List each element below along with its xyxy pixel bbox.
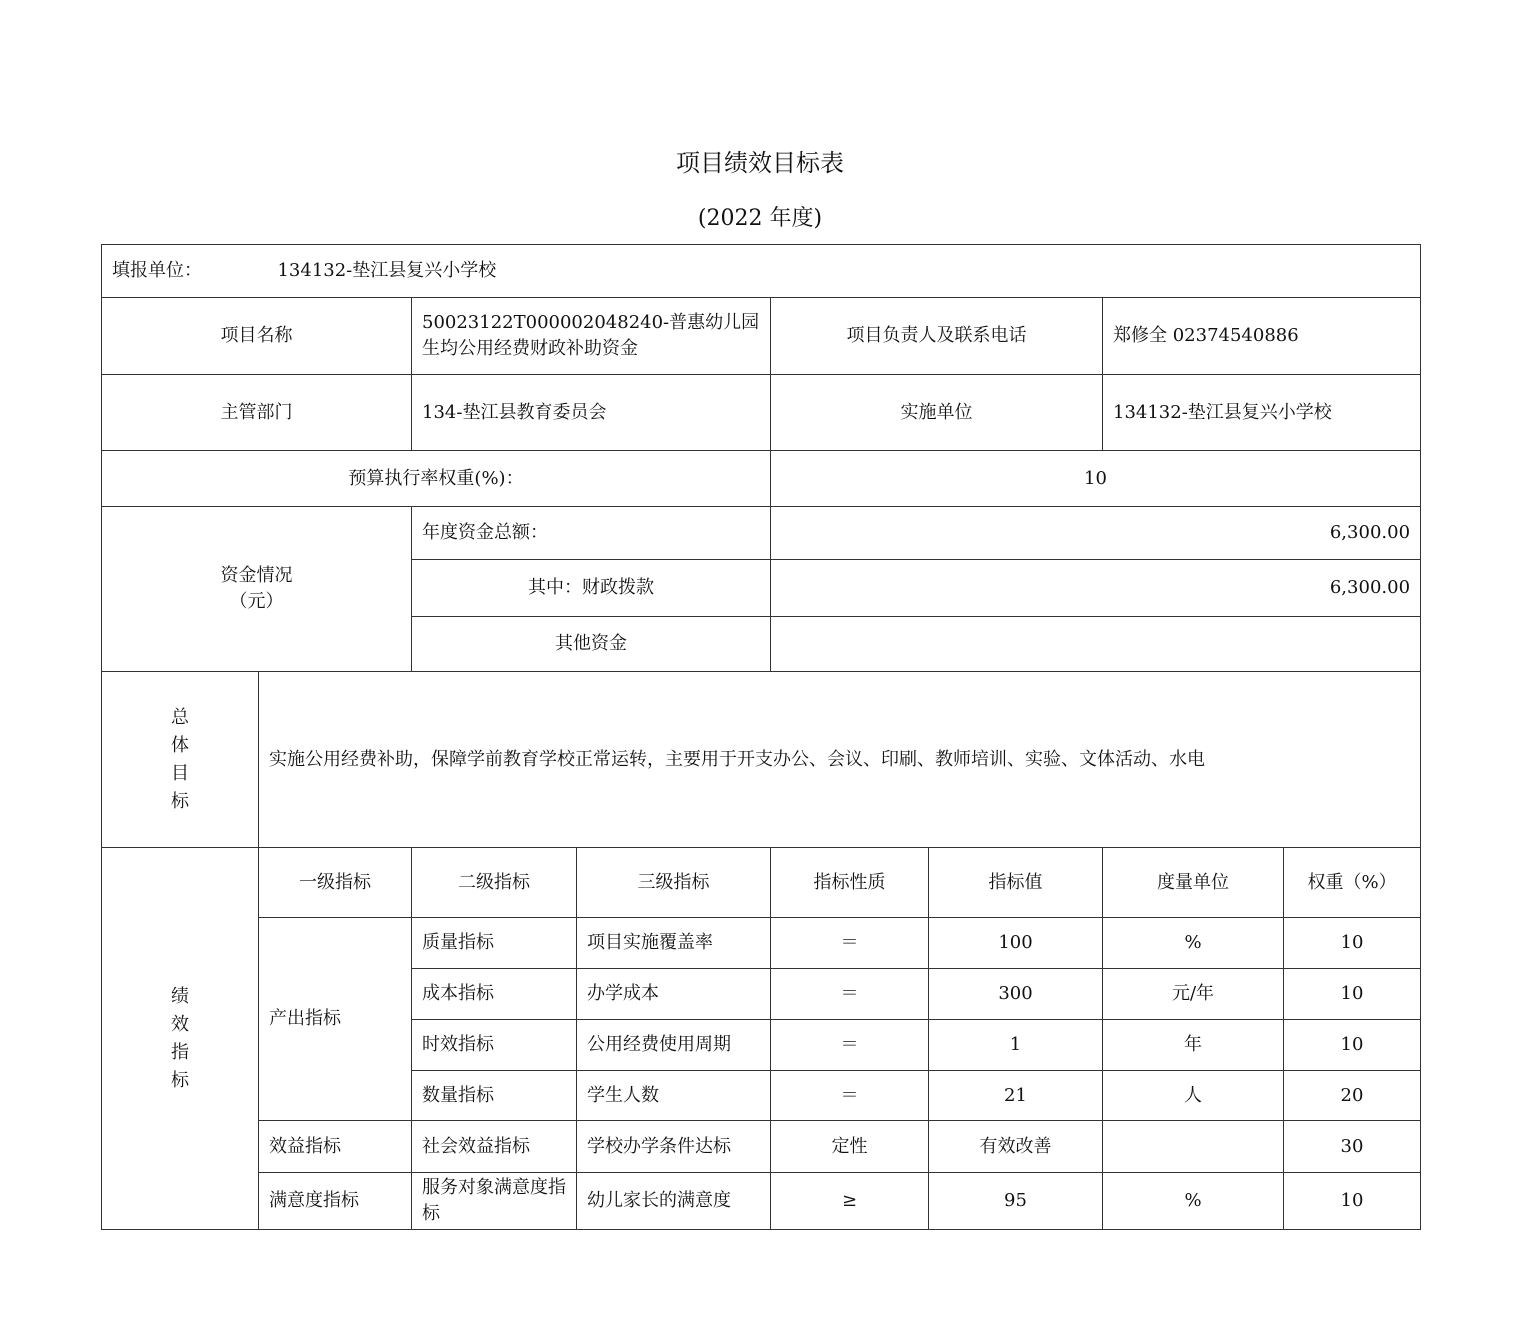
weight-cell: 10 [1284, 1020, 1421, 1071]
overall-goal-label-char: 总 [171, 706, 189, 728]
level3-cell: 幼儿家长的满意度 [577, 1173, 771, 1230]
overall-goal-row [102, 672, 1421, 848]
weight-cell: 10 [1284, 969, 1421, 1020]
level3-cell: 学生人数 [577, 1071, 771, 1121]
budget-weight-value: 10 [771, 451, 1421, 507]
value-cell: 21 [929, 1071, 1103, 1121]
project-name-label: 项目名称 [102, 298, 412, 375]
header-unit: 度量单位 [1103, 848, 1284, 918]
header-level2: 二级指标 [412, 848, 577, 918]
fiscal-value: 6,300.00 [771, 560, 1421, 617]
project-name-value: 50023122T000002048240-普惠幼儿园生均公用经费财政补助资金 [412, 298, 771, 375]
weight-cell: 30 [1284, 1121, 1421, 1173]
performance-label [102, 848, 259, 1230]
nature-cell: ≥ [771, 1173, 929, 1230]
performance-label-char: 指 [171, 1041, 189, 1063]
performance-goal-table [101, 244, 1421, 1230]
overall-goal-text: 实施公用经费补助，保障学前教育学校正常运转，主要用于开支办公、会议、印刷、教师培训、实验、文体活动、水电 [259, 672, 1421, 848]
unit-cell: % [1103, 1173, 1284, 1230]
indicator-header-row [102, 848, 1421, 918]
nature-cell: ＝ [771, 1020, 929, 1071]
unit-cell: 年 [1103, 1020, 1284, 1071]
document-subtitle: (2022 年度) [697, 206, 823, 231]
level2-cell: 服务对象满意度指标 [412, 1173, 577, 1230]
project-leader-value: 郑修全 02374540886 [1103, 298, 1421, 375]
level3-cell: 学校办学条件达标 [577, 1121, 771, 1173]
overall-goal-label-char: 目 [171, 762, 189, 784]
level3-cell: 公用经费使用周期 [577, 1020, 771, 1071]
fiscal-label: 其中：财政拨款 [412, 560, 771, 617]
report-unit-cell [102, 245, 1421, 298]
nature-cell: ＝ [771, 918, 929, 969]
table-row [102, 1121, 1421, 1173]
value-cell: 1 [929, 1020, 1103, 1071]
header-nature: 指标性质 [771, 848, 929, 918]
unit-cell [1103, 1121, 1284, 1173]
overall-goal-label-char: 标 [171, 790, 189, 812]
satisfaction-indicator-label: 满意度指标 [259, 1173, 412, 1230]
header-weight: 权重（%） [1284, 848, 1421, 918]
weight-cell: 10 [1284, 1173, 1421, 1230]
level2-cell: 数量指标 [412, 1071, 577, 1121]
overall-goal-label-char: 体 [171, 734, 189, 756]
value-cell: 100 [929, 918, 1103, 969]
report-unit-row [102, 245, 1421, 298]
budget-weight-label: 预算执行率权重(%)： [102, 451, 771, 507]
project-leader-label: 项目负责人及联系电话 [771, 298, 1103, 375]
impl-unit-label: 实施单位 [771, 375, 1103, 451]
project-name-row [102, 298, 1421, 375]
department-row [102, 375, 1421, 451]
other-funds-value [771, 617, 1421, 672]
level2-cell: 质量指标 [412, 918, 577, 969]
value-cell: 95 [929, 1173, 1103, 1230]
level3-cell: 办学成本 [577, 969, 771, 1020]
funds-label-line1: 资金情况 [220, 565, 293, 586]
department-label: 主管部门 [102, 375, 412, 451]
nature-cell: ＝ [771, 1071, 929, 1121]
weight-cell: 20 [1284, 1071, 1421, 1121]
unit-cell: % [1103, 918, 1284, 969]
report-unit-label: 填报单位： [112, 260, 202, 281]
value-cell: 300 [929, 969, 1103, 1020]
table-row [102, 918, 1421, 969]
unit-cell: 元/年 [1103, 969, 1284, 1020]
nature-cell: ＝ [771, 969, 929, 1020]
annual-total-label: 年度资金总额： [412, 507, 771, 560]
budget-weight-row [102, 451, 1421, 507]
impl-unit-value: 134132-垫江县复兴小学校 [1103, 375, 1421, 451]
level3-cell: 项目实施覆盖率 [577, 918, 771, 969]
performance-label-char: 绩 [171, 985, 189, 1007]
other-funds-label: 其他资金 [412, 617, 771, 672]
overall-goal-label [102, 672, 259, 848]
nature-cell: 定性 [771, 1121, 929, 1173]
benefit-indicator-label: 效益指标 [259, 1121, 412, 1173]
header-level1: 一级指标 [259, 848, 412, 918]
funds-total-row [102, 507, 1421, 560]
document-title: 项目绩效目标表 [676, 149, 844, 177]
level2-cell: 时效指标 [412, 1020, 577, 1071]
funds-label [102, 507, 412, 672]
output-indicator-label: 产出指标 [259, 918, 412, 1121]
weight-cell: 10 [1284, 918, 1421, 969]
annual-total-value: 6,300.00 [771, 507, 1421, 560]
header-level3: 三级指标 [577, 848, 771, 918]
performance-label-char: 标 [171, 1069, 189, 1091]
funds-label-line2: （元） [229, 591, 284, 612]
unit-cell: 人 [1103, 1071, 1284, 1121]
table-row [102, 1173, 1421, 1230]
department-value: 134-垫江县教育委员会 [412, 375, 771, 451]
level2-cell: 社会效益指标 [412, 1121, 577, 1173]
performance-label-char: 效 [171, 1013, 189, 1035]
value-cell: 有效改善 [929, 1121, 1103, 1173]
header-value: 指标值 [929, 848, 1103, 918]
level2-cell: 成本指标 [412, 969, 577, 1020]
report-unit-value: 134132-垫江县复兴小学校 [277, 260, 497, 281]
